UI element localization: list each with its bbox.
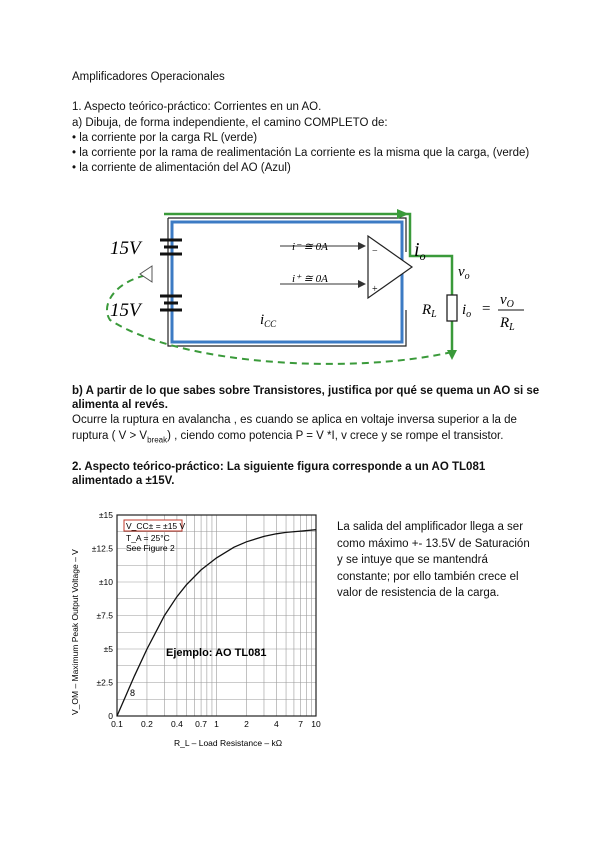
x-tick-label: 0.7 — [195, 719, 208, 729]
chart-ylabel: V_OM – Maximum Peak Output Voltage – V — [70, 549, 80, 715]
icc-label: $i_{CC}$ — [260, 312, 277, 329]
equation-lhs: $i_o$ — [462, 302, 472, 320]
x-tick-label: 1 — [214, 719, 219, 729]
x-tick-label: 4 — [274, 719, 279, 729]
green-arrow-bottom — [447, 350, 457, 360]
equation-denominator: $R_L$ — [500, 315, 515, 333]
x-tick-label: 0.2 — [141, 719, 153, 729]
section2-heading-line1: 2. Aspecto teórico-práctico: La siguiente figura corresponde a un AO TL081 — [72, 461, 486, 473]
y-tick-label: ±5 — [103, 644, 113, 654]
side-note: La salida del amplificador llega a ser como máximo +- 13.5V de Saturación y se intuye que se mantendrá constante; por ello también crece el valor de resistencia de la carga. — [337, 521, 530, 599]
rl-label: $R_L$ — [422, 302, 437, 320]
bullet-load-current: • la corriente por la carga RL (verde) — [72, 132, 258, 144]
answer-b-line2: ruptura ( $V > V_{break}$) , ciendo como potencia P = V *I, v crece y se rompe el transistor. — [72, 430, 504, 445]
document-title: Amplificadores Operacionales — [72, 71, 225, 83]
i-minus-label: i⁻ ≅ 0A — [292, 241, 328, 253]
opamp-plus-sign: + — [372, 284, 378, 295]
chart-annotation: Ejemplo: AO TL081 — [166, 647, 267, 659]
i-plus-label: i⁺ ≅ 0A — [292, 273, 328, 285]
x-tick-label: 7 — [298, 719, 303, 729]
x-tick-label: 0.4 — [170, 719, 183, 729]
condition-temp: T_A = 25°C — [126, 533, 170, 543]
load-return-dashed-path — [107, 274, 452, 364]
chart-legend-box — [124, 520, 186, 531]
opamp-circuit-diagram — [100, 200, 540, 370]
marker-label: 8 — [130, 688, 136, 698]
vo-label: $v_o$ — [458, 264, 470, 282]
hollow-arrow-left — [140, 266, 152, 282]
equation-numerator: $v_O$ — [500, 292, 514, 310]
y-tick-label: ±10 — [98, 577, 113, 587]
question-b-line2: alimenta al revés. — [72, 399, 168, 411]
input-plus-arrow — [358, 280, 366, 288]
y-tick-label: ±15 — [98, 510, 113, 520]
section1-heading: 1. Aspecto teórico-práctico: Corrientes en un AO. — [72, 101, 322, 113]
bullet-feedback-current: • la corriente por la rama de realimentación La corriente es la misma que la carga, (verde) — [72, 147, 530, 159]
load-resistor-icon — [447, 295, 457, 321]
x-tick-label: 10 — [311, 719, 321, 729]
y-tick-label: ±2.5 — [96, 677, 113, 688]
chart-xlabel: R_L – Load Resistance – kΩ — [174, 738, 283, 748]
io-label: $i_o$ — [414, 239, 426, 263]
legend-vcc-text: V_CC± = ±15 V — [126, 521, 186, 531]
condition-figure: See Figure 2 — [126, 543, 175, 553]
section2-heading-line2: alimentado a ±15V. — [72, 475, 175, 487]
vom-vs-load-chart — [66, 505, 330, 755]
y-tick-label: ±12.5 — [91, 543, 113, 554]
supply-top-label: 15V — [110, 238, 141, 259]
x-tick-label: 0.1 — [111, 719, 123, 729]
bullet-supply-current: • la corriente de alimentación del AO (Azul) — [72, 162, 291, 174]
opamp-minus-sign: − — [372, 246, 378, 257]
section1-question-a: a) Dibuja, de forma independiente, el camino COMPLETO de: — [72, 117, 388, 129]
answer-b-line1: Ocurre la ruptura en avalancha , es cuando se aplica en voltaje inversa superior a la de — [72, 414, 517, 426]
question-b-line1: b) A partir de lo que sabes sobre Transistores, justifica por qué se quema un AO si se — [72, 385, 540, 397]
input-minus-arrow — [358, 242, 366, 250]
equation-equals: = — [482, 301, 491, 317]
supply-bottom-label: 15V — [110, 300, 141, 321]
x-tick-label: 2 — [244, 719, 249, 729]
y-tick-label: 0 — [108, 711, 113, 721]
y-tick-label: ±7.5 — [96, 610, 113, 621]
